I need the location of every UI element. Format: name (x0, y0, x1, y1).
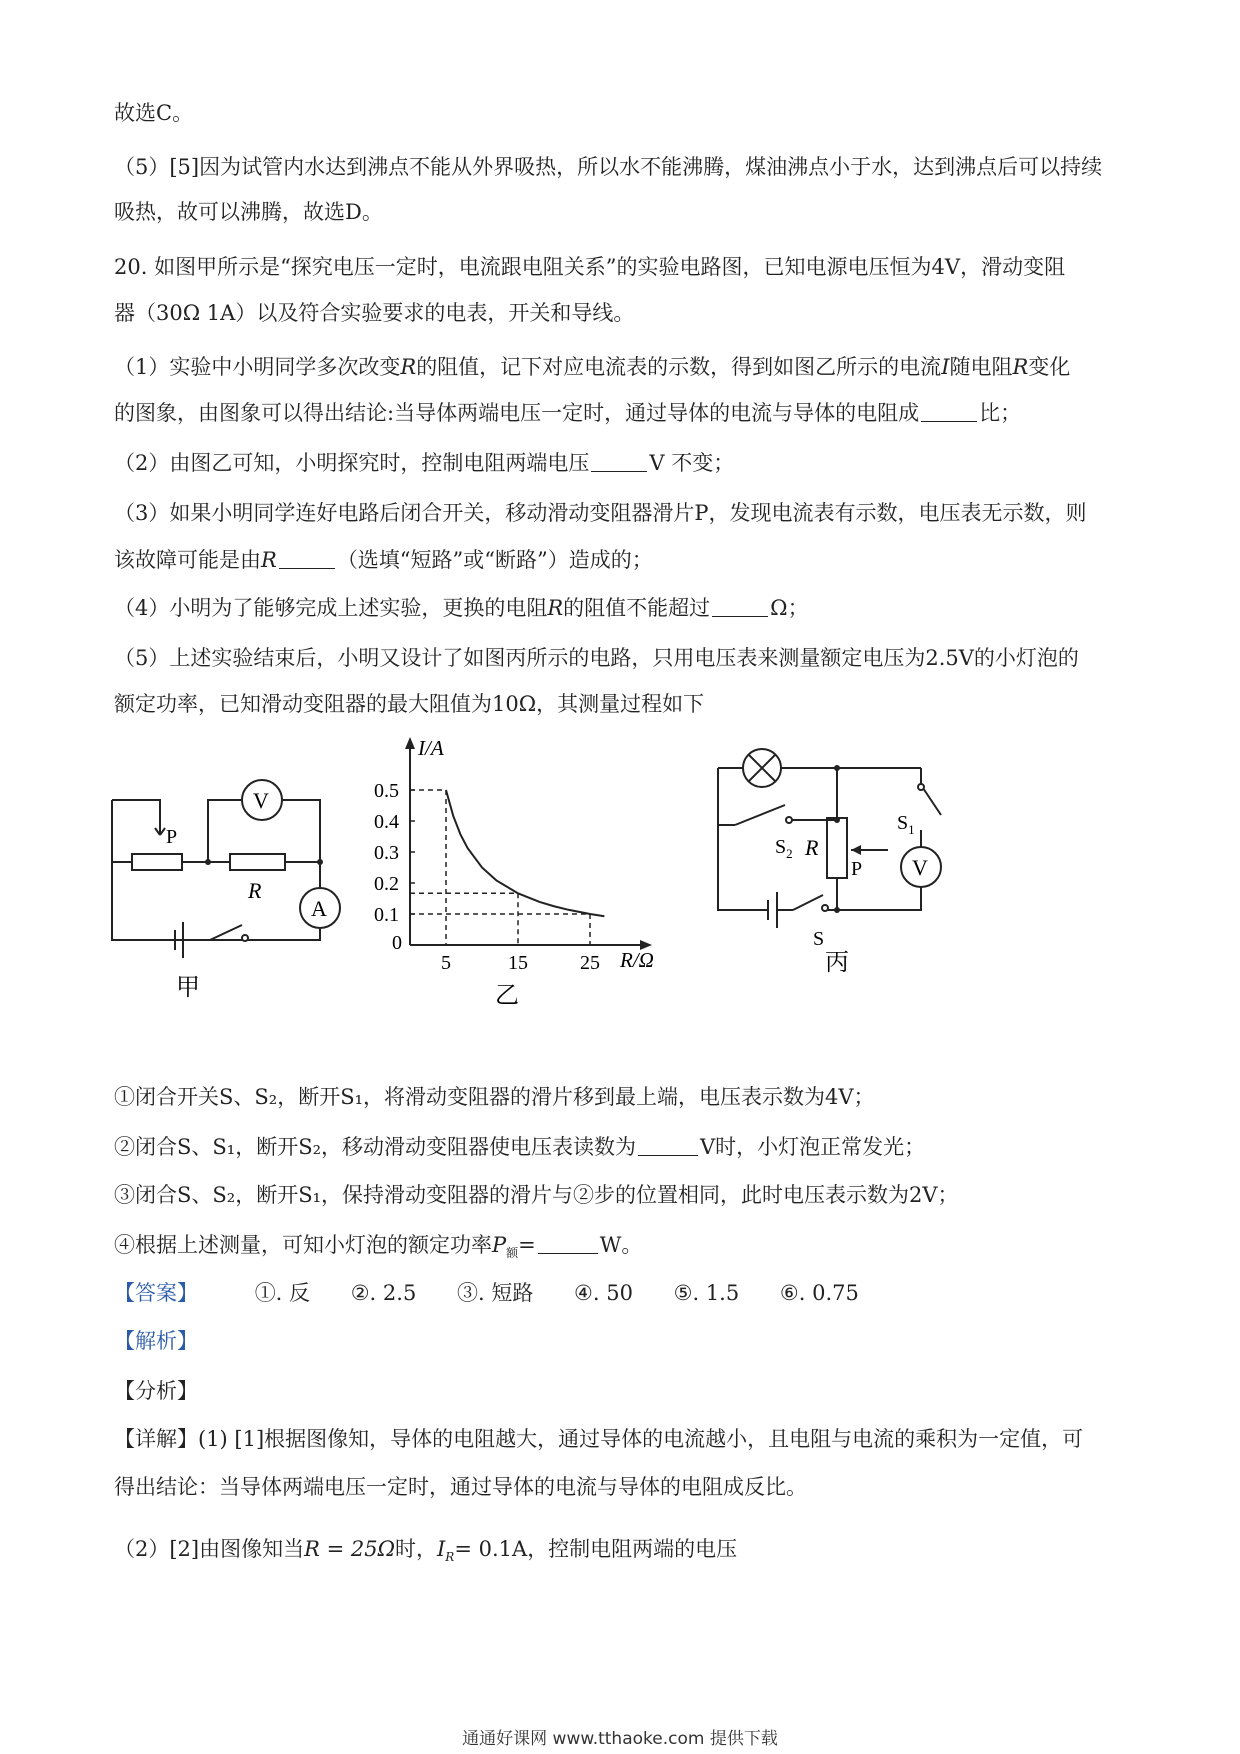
answer-row (114, 1278, 893, 1308)
text-span: （4）小明为了能够完成上述实验，更换的电阻 (114, 596, 548, 620)
answer-blank (638, 1135, 698, 1156)
answer-label: 【答案】 (114, 1281, 198, 1305)
circuit-diagram-jia (100, 770, 380, 1010)
figure-caption: 丙 (825, 950, 849, 975)
y-tick-label: 0.3 (374, 842, 399, 864)
text-line: 得出结论：当导体两端电压一定时，通过导体的电流与导体的电阻成反比。 (114, 1475, 807, 1499)
answer-item: ③. 短路 (457, 1281, 534, 1305)
ammeter-label: A (311, 896, 327, 921)
switch-s1-label: $S_1$ (897, 812, 915, 837)
answer-item: ①. 反 (254, 1281, 311, 1305)
rheostat-label: R (805, 835, 819, 860)
switch-s-label: S (813, 928, 825, 950)
text-span: (1) [1]根据图像知，导体的电阻越大，通过导体的电流越小，且电阻与电流的乘积为一定值，可 (198, 1427, 1084, 1451)
formula: = 0.1A (454, 1537, 528, 1561)
step-3: ③闭合S、S₂，断开S₁，保持滑动变阻器的滑片与②步的位置相同，此时电压表示数为2V； (114, 1183, 959, 1207)
var-r: R (400, 355, 417, 379)
text-line: 额定功率，已知滑动变阻器的最大阻值为10Ω，其测量过程如下 (114, 692, 705, 716)
detail-line-2 (114, 1534, 737, 1572)
text-span: （2）[2]由图像知当 (114, 1537, 305, 1561)
slider-label: P (851, 858, 863, 880)
answer-blank (921, 401, 977, 422)
text-span: 随电阻 (949, 355, 1013, 379)
answer-blank (538, 1233, 598, 1254)
answer-blank (712, 596, 768, 617)
voltmeter-label: V (912, 855, 928, 880)
answer-blank (591, 451, 647, 472)
question-part-4 (114, 593, 809, 623)
text-span: 的阻值不能超过 (563, 596, 711, 620)
text-span: Ω； (770, 596, 809, 620)
y-tick-label: 0.1 (374, 904, 399, 926)
x-tick-label: 5 (441, 952, 451, 974)
var-r: R (1012, 355, 1029, 379)
detail-line (114, 1424, 1083, 1454)
text-span: （1）实验中小明同学多次改变 (114, 355, 401, 379)
series-line (446, 790, 604, 916)
var-r: R (261, 548, 277, 572)
y-axis-label: I/A (418, 736, 444, 760)
y-tick-label: 0.5 (374, 780, 399, 802)
y-tick-label: 0.4 (374, 811, 399, 833)
circuit-diagram-bing (705, 745, 965, 975)
answer-item: ⑤. 1.5 (673, 1281, 740, 1305)
text-span: 比； (979, 401, 1022, 425)
text-line: （5）[5]因为试管内水达到沸点不能从外界吸热，所以水不能沸腾，煤油沸点小于水，达到沸点后可以持续 (114, 155, 1103, 179)
answer-item: ⑥. 0.75 (779, 1281, 859, 1305)
text-line: 故选C。 (114, 101, 194, 125)
jiexi-label: 【解析】 (114, 1329, 198, 1353)
chart-yi (370, 735, 690, 1015)
x-axis-label: R/Ω (620, 948, 654, 972)
x-tick-label: 15 (508, 952, 528, 974)
text-span: 该故障可能是由 (114, 548, 261, 572)
answer-item: ②. 2.5 (350, 1281, 417, 1305)
var-i: I (437, 1537, 446, 1561)
text-span: V时，小灯泡正常发光； (700, 1135, 926, 1159)
subscript: R (445, 1550, 455, 1565)
text-line (114, 545, 653, 575)
text-line: 吸热，故可以沸腾，故选D。 (114, 200, 383, 224)
text-span: ，控制电阻两端的电压 (527, 1537, 738, 1561)
question-20-title: 20. 如图甲所示是“探究电压一定时，电流跟电阻关系”的实验电路图，已知电源电压恒为4V，滑动变阻 (114, 255, 1066, 279)
text-line: 器（30Ω 1A）以及符合实验要求的电表，开关和导线。 (114, 301, 635, 325)
step-2 (114, 1132, 925, 1162)
var-p: P (492, 1233, 507, 1257)
text-span: 的阻值，记下对应电流表的示数，得到如图乙所示的电流 (416, 355, 942, 379)
step-4 (114, 1230, 642, 1268)
text-span: 的图象，由图象可以得出结论:当导体两端电压一定时，通过导体的电流与导体的电阻成 (114, 401, 920, 425)
answer-item: ④. 50 (574, 1281, 633, 1305)
fenxi-label: 【分析】 (114, 1379, 198, 1403)
text-span: ④根据上述测量，可知小灯泡的额定功率 (114, 1233, 492, 1257)
question-part-2 (114, 448, 734, 478)
text-span: （2）由图乙可知，小明探究时，控制电阻两端电压 (114, 451, 590, 475)
step-1: ①闭合开关S、S₂，断开S₁，将滑动变阻器的滑片移到最上端，电压表示数为4V； (114, 1085, 875, 1109)
text-span: W。 (599, 1233, 643, 1257)
text-line (114, 398, 1021, 428)
figure-caption: 乙 (495, 983, 519, 1009)
answer-blank (279, 548, 335, 569)
var-r: R (547, 596, 564, 620)
detail-label: 【详解】 (114, 1427, 198, 1451)
text-span: 时， (395, 1537, 437, 1561)
y-tick-label: 0.2 (374, 873, 399, 895)
origin-label: 0 (392, 932, 402, 954)
page-footer: 通通好课网 www.tthaoke.com 提供下载 (462, 1729, 778, 1749)
question-part-5: （5）上述实验结束后，小明又设计了如图丙所示的电路，只用电压表来测量额定电压为2.5V的小灯泡的 (114, 646, 1079, 670)
voltmeter-label: V (253, 788, 269, 813)
text-span: 变化 (1028, 355, 1071, 379)
text-span: （选填“短路”或“断路”）造成的； (336, 548, 653, 572)
subscript: 额 (506, 1246, 519, 1261)
figure-caption: 甲 (176, 975, 200, 1001)
question-part-1 (114, 352, 1070, 382)
slider-label: P (166, 826, 178, 848)
x-tick-label: 25 (580, 952, 600, 974)
switch-s2-label: $S_2$ (775, 836, 793, 861)
text-span: = (518, 1233, 536, 1257)
resistor-label: R (248, 878, 262, 903)
text-span: V 不变； (649, 451, 735, 475)
formula: R = 25Ω (304, 1537, 395, 1561)
question-part-3: （3）如果小明同学连好电路后闭合开关，移动滑动变阻器滑片P，发现电流表有示数，电压表无示数，则 (114, 501, 1087, 525)
var-i: I (941, 355, 950, 379)
text-span: ②闭合S、S₁，断开S₂，移动滑动变阻器使电压表读数为 (114, 1135, 636, 1159)
